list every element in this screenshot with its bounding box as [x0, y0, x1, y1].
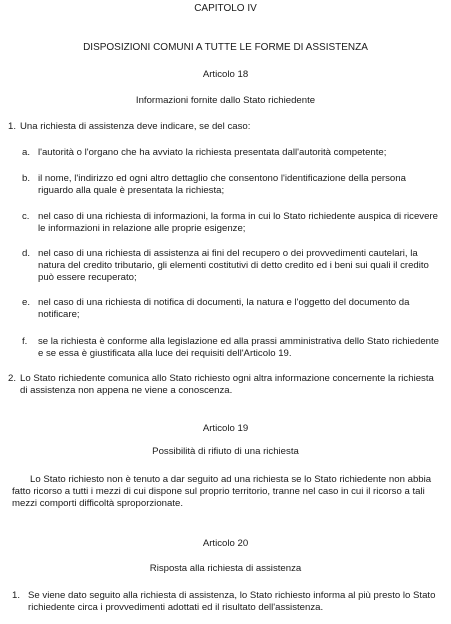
list-item-marker: f. [22, 336, 28, 347]
chapter-heading: CAPITOLO IV [194, 3, 257, 14]
article-19-title: Articolo 19 [202, 423, 249, 434]
list-item-marker: d. [22, 248, 31, 259]
list-item-marker: c. [22, 211, 30, 222]
paragraph-text: Lo Stato richiesto non è tenuto a dar seguito ad una richiesta se lo Stato richiedente non abbia fatto ricorso a tutti i mezzi di cui dispone sul proprio territorio, tranne nel caso in cui il ricorso a tali mezzi comporti difficoltà sproporzionate. [12, 474, 432, 509]
article-19-subtitle: Possibilità di rifiuto di una richiesta [152, 446, 299, 457]
paragraph-text: Se viene dato seguito alla richiesta di assistenza, lo Stato richiesto informa al più presto lo Stato richiedente circa i provvedimenti adottati ed il risultato dell'assistenza. [28, 590, 436, 613]
paragraph-text: Lo Stato richiedente comunica allo Stato richiesto ogni altra informazione concernente la richiesta di assistenza non appena ne viene a conoscenza. [20, 373, 434, 396]
list-item: nel caso di una richiesta di assistenza ai fini del recupero o dei provvedimenti cautelari, la natura del credito tributario, gli elementi costitutivi di detto credito ed i beni sui quali il credito può essere recuperato; [38, 248, 429, 283]
section-title: DISPOSIZIONI COMUNI A TUTTE LE FORME DI ASSISTENZA [83, 42, 368, 53]
article-20-title: Articolo 20 [202, 538, 249, 549]
paragraph-marker: 1. [12, 590, 21, 601]
list-item-marker: a. [22, 147, 31, 158]
list-item: l'autorità o l'organo che ha avviato la richiesta presentata dall'autorità competente; [38, 147, 387, 158]
article-18-title: Articolo 18 [202, 69, 249, 80]
list-item: se la richiesta è conforme alla legislazione ed alla prassi amministrativa dello Stato richiedente e se essa è giustificata alla luce dei requisiti dell'Articolo 19. [38, 336, 440, 359]
list-item-marker: b. [22, 173, 31, 184]
list-item: nel caso di una richiesta di informazioni, la forma in cui lo Stato richiedente auspica di ricevere le informazioni in relazione alle proprie esigenze; [38, 211, 438, 234]
list-item: nel caso di una richiesta di notifica di documenti, la natura e l'oggetto del documento da notificare; [38, 297, 410, 320]
paragraph-text: Una richiesta di assistenza deve indicare, se del caso: [20, 121, 251, 132]
list-item-marker: e. [22, 297, 31, 308]
paragraph-marker: 1. [8, 121, 17, 132]
list-item: il nome, l'indirizzo ed ogni altro dettaglio che consentono l'identificazione della persona riguardo alla quale è presentata la richiesta; [38, 173, 406, 196]
article-18-subtitle: Informazioni fornite dallo Stato richiedente [135, 95, 316, 106]
article-20-subtitle: Risposta alla richiesta di assistenza [149, 563, 302, 574]
paragraph-marker: 2. [8, 373, 17, 384]
